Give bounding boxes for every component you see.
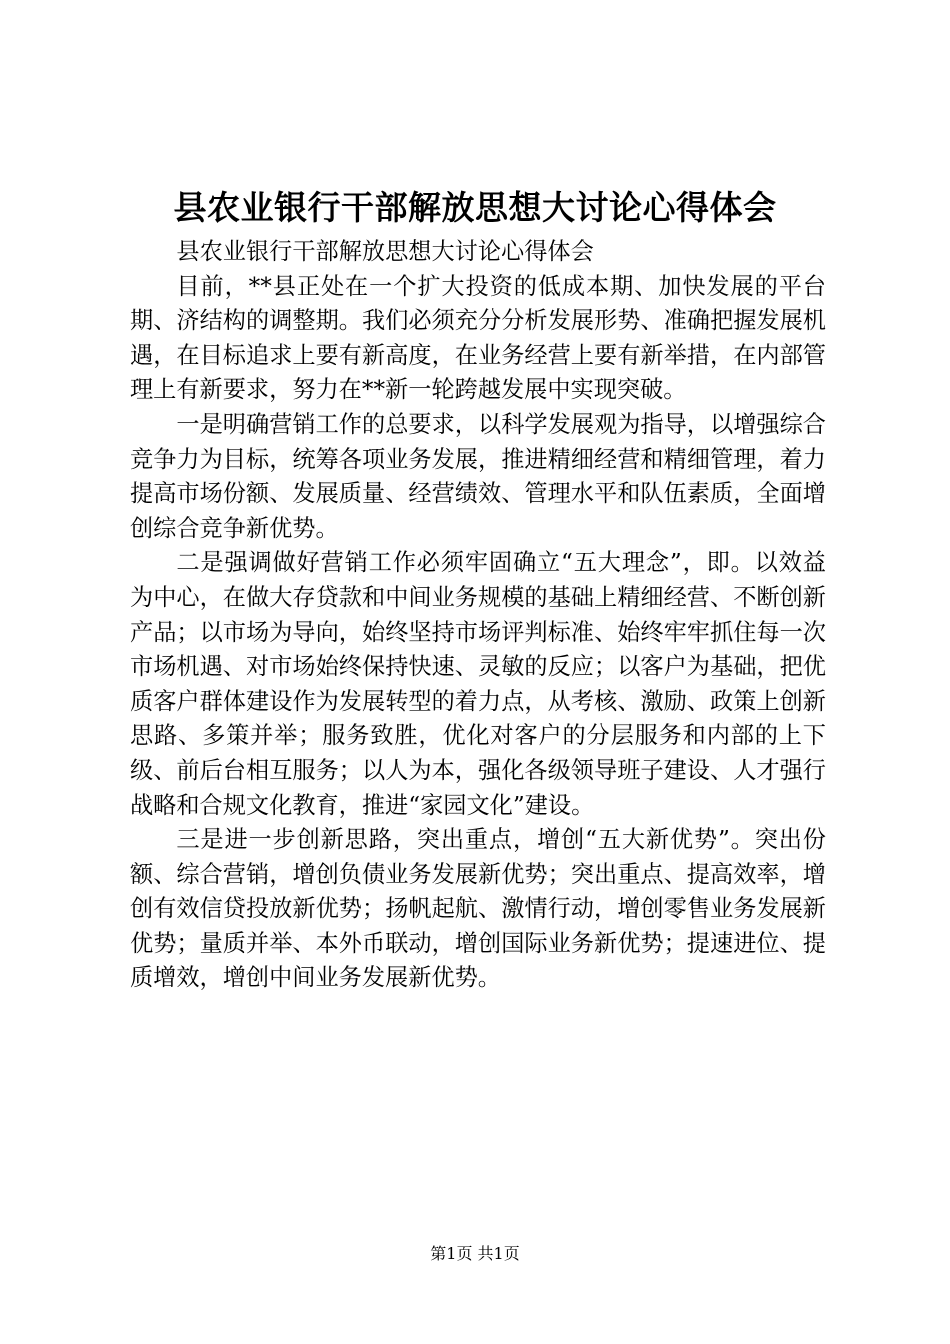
document-title: 县农业银行干部解放思想大讨论心得体会 xyxy=(173,188,777,227)
paragraph-point-three: 三是进一步创新思路，突出重点，增创“五大新优势”。突出份额、综合营销，增创负债业务发展新优势；突出重点、提高效率，增创有效信贷投放新优势；扬帆起航、激情行动，增创零售业务发展新优势；量质并举、本外币联动，增创国际业务新优势；提速进位、提质增效，增创中间业务发展新优势。 xyxy=(130,826,826,992)
document-body xyxy=(130,235,826,996)
paragraph-subtitle: 县农业银行干部解放思想大讨论心得体会 xyxy=(176,238,594,265)
paragraph-point-two: 二是强调做好营销工作必须牢固确立“五大理念”，即。以效益为中心，在做大存贷款和中间业务规模的基础上精细经营、不断创新产品；以市场为导向，始终坚持市场评判标准、始终牢牢抓住每一次市场机遇、对市场始终保持快速、灵敏的反应；以客户为基础，把优质客户群体建设作为发展转型的着力点，从考核、激励、政策上创新思路、多策并举；服务致胜，优化对客户的分层服务和内部的上下级、前后台相互服务；以人为本，强化各级领导班子建设、人才强行战略和合规文化教育，推进“家园文化”建设。 xyxy=(130,549,826,819)
page-footer: 第1页 共1页 xyxy=(430,1244,520,1263)
paragraph-point-one: 一是明确营销工作的总要求，以科学发展观为指导，以增强综合竞争力为目标，统筹各项业务发展，推进精细经营和精细管理，着力提高市场份额、发展质量、经营绩效、管理水平和队伍素质，全面增创综合竞争新优势。 xyxy=(130,410,826,542)
paragraph-intro: 目前，**县正处在一个扩大投资的低成本期、加快发展的平台期、济结构的调整期。我们必须充分分析发展形势、准确把握发展机遇，在目标追求上要有新高度，在业务经营上要有新举措，在内部管理上有新要求，努力在**新一轮跨越发展中实现突破。 xyxy=(130,272,826,404)
